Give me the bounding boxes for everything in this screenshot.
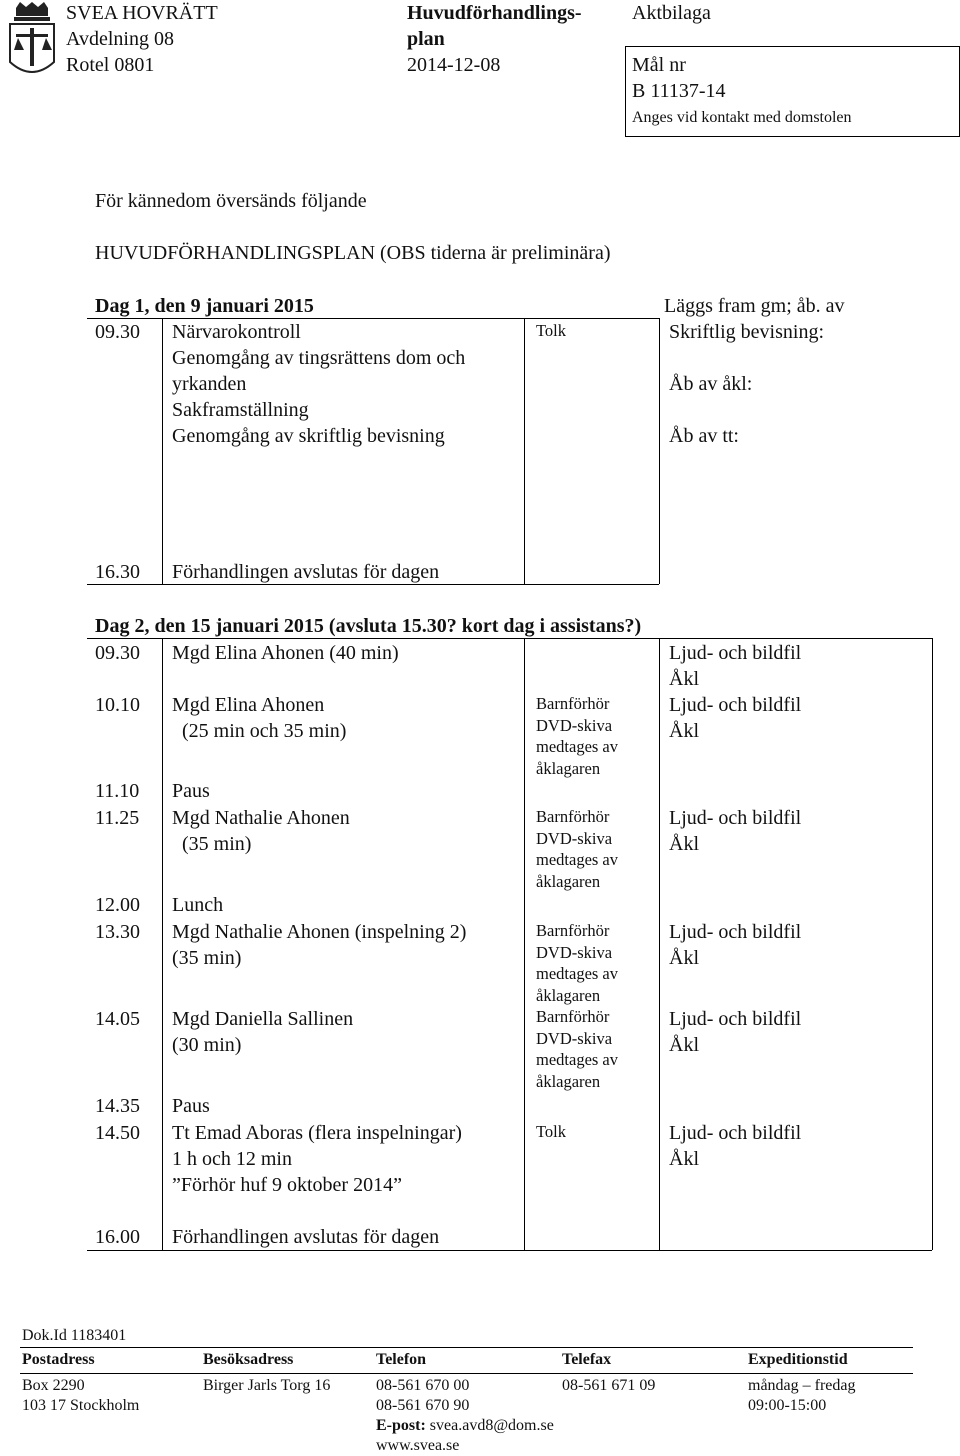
schedule-item: Mgd Nathalie Ahonen [172, 807, 350, 829]
schedule-reference: ”Förhör huf 9 oktober 2014” [172, 1174, 402, 1196]
day1-side-heading: Läggs fram gm; åb. av [664, 295, 845, 317]
schedule-item: Mgd Elina Ahonen (40 min) [172, 642, 399, 664]
schedule-item: Mgd Elina Ahonen [172, 694, 325, 716]
schedule-time: 10.10 [95, 694, 140, 716]
note-line: medtages av [536, 964, 619, 983]
note-line: åklagaren [536, 1071, 601, 1091]
intro-line: För kännedom översänds följande [95, 190, 367, 212]
schedule-item: Mgd Nathalie Ahonen (inspelning 2) [172, 921, 467, 943]
note-line: åklagaren [536, 871, 601, 891]
phone-number: 08-561 670 90 [376, 1397, 470, 1414]
note-line: Barnförhör [536, 1007, 610, 1026]
schedule-time: 14.50 [95, 1122, 140, 1144]
footer-header-hours: Expeditionstid [748, 1351, 848, 1368]
agenda-item: Genomgång av skriftlig bevisning [172, 425, 445, 447]
note-line: åklagaren [536, 758, 601, 778]
plan-heading: HUVUDFÖRHANDLINGSPLAN (OBS tiderna är preliminära) [95, 242, 611, 264]
media-provider: Åkl [669, 833, 699, 855]
media-type: Ljud- och bildfil [669, 807, 802, 829]
court-emblem-logo [4, 2, 60, 82]
office-days: måndag – fredag [748, 1377, 856, 1394]
note-line: åklagaren [536, 985, 601, 1005]
schedule-time: 14.35 [95, 1095, 140, 1117]
email-link[interactable]: svea.avd8@dom.se [429, 1417, 554, 1434]
footer-header-visit: Besöksadress [203, 1351, 294, 1368]
media-provider: Åkl [669, 668, 699, 690]
schedule-duration: (25 min och 35 min) [182, 720, 347, 742]
case-label: Mål nr [632, 54, 686, 76]
postal-line: 103 17 Stockholm [22, 1397, 140, 1414]
evidence-heading: Skriftlig bevisning: [669, 321, 824, 343]
schedule-item: Lunch [172, 894, 224, 916]
day2-title: Dag 2, den 15 januari 2015 (avsluta 15.30? kort dag i assistans?) [95, 615, 642, 637]
day1-end-time: 16.30 [95, 561, 140, 583]
phone-number: 08-561 670 00 [376, 1377, 470, 1394]
rotel: Rotel 0801 [66, 54, 155, 76]
office-hours: 09:00-15:00 [748, 1397, 827, 1414]
schedule-time: 09.30 [95, 642, 140, 664]
media-provider: Åkl [669, 720, 699, 742]
document-title-cont: plan [407, 28, 445, 50]
note-line: Barnförhör [536, 921, 610, 940]
media-type: Ljud- och bildfil [669, 921, 802, 943]
agenda-item: Närvarokontroll [172, 321, 301, 343]
schedule-item: Mgd Daniella Sallinen [172, 1008, 354, 1030]
media-type: Ljud- och bildfil [669, 694, 802, 716]
note-line: Tolk [536, 1122, 567, 1141]
media-type: Ljud- och bildfil [669, 1122, 802, 1144]
visit-address: Birger Jarls Torg 16 [203, 1377, 331, 1394]
agenda-item: Sakframställning [172, 399, 309, 421]
note-line: medtages av [536, 737, 619, 756]
media-type: Ljud- och bildfil [669, 642, 802, 664]
schedule-item: Tt Emad Aboras (flera inspelningar) [172, 1122, 462, 1144]
schedule-time: 11.10 [95, 780, 140, 802]
footer-header-postal: Postadress [22, 1351, 95, 1368]
footer-header-phone: Telefon [376, 1351, 427, 1368]
media-provider: Åkl [669, 1148, 699, 1170]
day1-interpreter-note: Tolk [536, 321, 567, 340]
media-provider: Åkl [669, 1034, 699, 1056]
annex-label: Aktbilaga [632, 2, 711, 24]
day2-end-text: Förhandlingen avslutas för dagen [172, 1226, 440, 1248]
note-line: Barnförhör [536, 807, 610, 826]
evidence-prosecutor: Åb av åkl: [669, 373, 753, 395]
day1-end-text: Förhandlingen avslutas för dagen [172, 561, 440, 583]
schedule-time: 13.30 [95, 921, 140, 943]
postal-line: Box 2290 [22, 1377, 85, 1394]
note-line: DVD-skiva [536, 1028, 613, 1048]
day2-end-time: 16.00 [95, 1226, 140, 1248]
document-title: Huvudförhandlings- [407, 2, 582, 24]
schedule-duration: (35 min) [172, 947, 242, 969]
note-line: DVD-skiva [536, 942, 613, 962]
footer-header-fax: Telefax [562, 1351, 612, 1368]
schedule-time: 14.05 [95, 1008, 140, 1030]
day1-agenda [172, 319, 465, 449]
schedule-time: 12.00 [95, 894, 140, 916]
case-number: B 11137-14 [632, 80, 726, 102]
document-id: Dok.Id 1183401 [22, 1327, 127, 1344]
website-link[interactable]: www.svea.se [376, 1437, 460, 1454]
court-name: SVEA HOVRÄTT [66, 2, 218, 24]
agenda-item: yrkanden [172, 373, 247, 395]
case-note: Anges vid kontakt med domstolen [632, 109, 852, 126]
schedule-duration: 1 h och 12 min [172, 1148, 292, 1170]
schedule-duration: (30 min) [172, 1034, 242, 1056]
document-date: 2014-12-08 [407, 54, 501, 76]
fax-number: 08-561 671 09 [562, 1377, 656, 1394]
agenda-item: Genomgång av tingsrättens dom och [172, 347, 466, 369]
media-provider: Åkl [669, 947, 699, 969]
schedule-item: Paus [172, 780, 210, 802]
schedule-item: Paus [172, 1095, 210, 1117]
note-line: DVD-skiva [536, 828, 613, 848]
note-line: DVD-skiva [536, 715, 613, 735]
division: Avdelning 08 [66, 28, 174, 50]
note-line: Barnförhör [536, 694, 610, 713]
evidence-defendant: Åb av tt: [669, 425, 739, 447]
schedule-duration: (35 min) [182, 833, 252, 855]
day1-title: Dag 1, den 9 januari 2015 [95, 295, 314, 317]
email-label: E-post: [376, 1417, 426, 1434]
schedule-time: 11.25 [95, 807, 140, 829]
note-line: medtages av [536, 1050, 619, 1069]
media-type: Ljud- och bildfil [669, 1008, 802, 1030]
day1-time-start: 09.30 [95, 321, 140, 343]
note-line: medtages av [536, 850, 619, 869]
